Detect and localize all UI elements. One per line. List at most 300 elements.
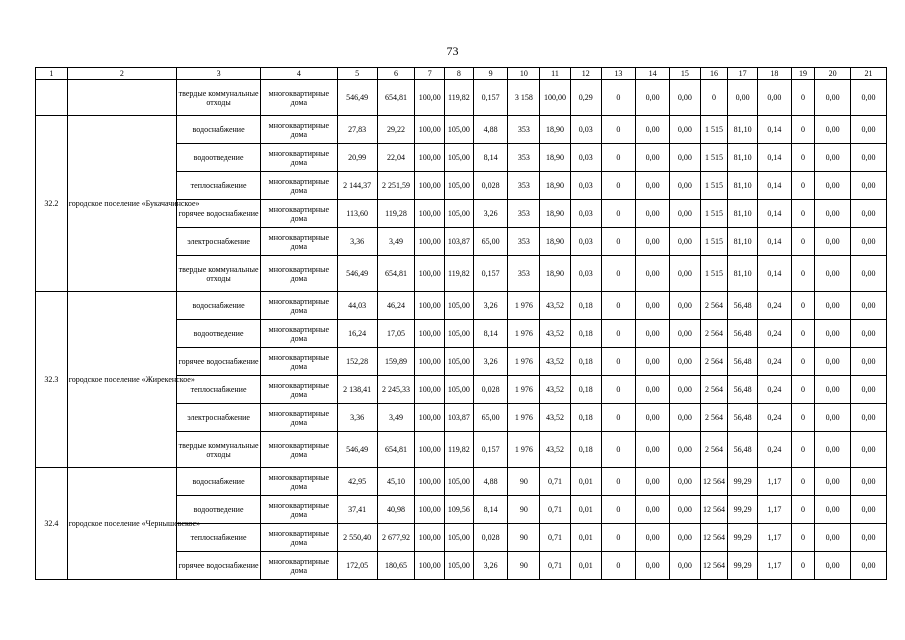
housing-type-cell: многоквартирные дома [261,524,338,552]
column-header: 4 [261,68,338,80]
value-cell: 0,00 [670,116,701,144]
value-cell: 0,71 [540,468,571,496]
value-cell: 0,24 [757,404,791,432]
table-row [36,292,887,320]
value-cell: 103,87 [445,228,474,256]
value-cell: 0,00 [851,116,887,144]
value-cell: 43,52 [540,404,571,432]
column-header: 12 [570,68,601,80]
value-cell: 172,05 [337,552,377,580]
value-cell: 99,29 [728,524,758,552]
column-header: 15 [670,68,701,80]
value-cell: 100,00 [415,432,445,468]
value-cell: 0,028 [473,524,508,552]
value-cell: 0,00 [670,256,701,292]
value-cell: 0,71 [540,496,571,524]
value-cell: 353 [508,116,540,144]
value-cell: 0 [791,524,815,552]
housing-type-cell: многоквартирные дома [261,320,338,348]
value-cell: 353 [508,172,540,200]
housing-type-cell: многоквартирные дома [261,404,338,432]
value-cell: 0,14 [757,144,791,172]
value-cell: 0,00 [815,432,851,468]
service-cell: водоснабжение [177,468,261,496]
housing-type-cell: многоквартирные дома [261,496,338,524]
value-cell: 0,00 [636,256,670,292]
housing-type-cell: многоквартирные дома [261,468,338,496]
value-cell: 46,24 [377,292,415,320]
value-cell: 0,00 [815,552,851,580]
value-cell: 105,00 [445,468,474,496]
value-cell: 0,00 [636,172,670,200]
value-cell: 100,00 [415,292,445,320]
row-number-cell: 32.4 [36,468,68,580]
value-cell: 105,00 [445,292,474,320]
value-cell: 105,00 [445,376,474,404]
service-cell: твердые коммунальные отходы [177,432,261,468]
value-cell: 353 [508,144,540,172]
value-cell: 0,01 [570,524,601,552]
value-cell: 0,00 [851,144,887,172]
value-cell: 3,49 [377,228,415,256]
value-cell: 0,00 [670,172,701,200]
value-cell: 12 564 [700,552,728,580]
value-cell: 90 [508,552,540,580]
row-number-cell: 32.3 [36,292,68,468]
table-row [36,468,887,496]
housing-type-cell: многоквартирные дома [261,348,338,376]
value-cell: 3,49 [377,404,415,432]
value-cell: 3,26 [473,348,508,376]
value-cell: 0,00 [851,376,887,404]
housing-type-cell: многоквартирные дома [261,144,338,172]
value-cell: 0 [791,348,815,376]
value-cell: 0 [601,200,636,228]
value-cell: 1 976 [508,404,540,432]
value-cell: 0 [601,496,636,524]
value-cell: 18,90 [540,116,571,144]
value-cell: 0 [791,80,815,116]
value-cell: 100,00 [415,144,445,172]
column-header: 5 [337,68,377,80]
service-cell: теплоснабжение [177,524,261,552]
value-cell: 1 515 [700,228,728,256]
value-cell: 99,29 [728,552,758,580]
value-cell: 0,00 [670,404,701,432]
value-cell: 8,14 [473,320,508,348]
value-cell: 0 [601,320,636,348]
value-cell: 0,03 [570,116,601,144]
value-cell: 44,03 [337,292,377,320]
value-cell: 2 564 [700,320,728,348]
value-cell: 0,18 [570,320,601,348]
tariff-table [35,67,887,580]
value-cell: 0 [791,376,815,404]
value-cell: 0,00 [851,200,887,228]
value-cell: 0,18 [570,404,601,432]
housing-type-cell: многоквартирные дома [261,116,338,144]
value-cell: 2 677,92 [377,524,415,552]
housing-type-cell: многоквартирные дома [261,80,338,116]
value-cell: 105,00 [445,200,474,228]
value-cell: 0 [601,144,636,172]
value-cell: 2 550,40 [337,524,377,552]
value-cell: 0,00 [851,432,887,468]
value-cell: 0 [791,552,815,580]
value-cell: 105,00 [445,524,474,552]
value-cell: 109,56 [445,496,474,524]
value-cell: 45,10 [377,468,415,496]
value-cell: 0,00 [636,496,670,524]
value-cell: 81,10 [728,144,758,172]
value-cell: 0,00 [636,200,670,228]
value-cell: 0,18 [570,376,601,404]
column-header: 10 [508,68,540,80]
value-cell: 0,00 [851,172,887,200]
value-cell: 0,00 [670,348,701,376]
value-cell: 100,00 [415,320,445,348]
column-header: 6 [377,68,415,80]
service-cell: горячее водоснабжение [177,348,261,376]
value-cell: 0,00 [670,496,701,524]
value-cell: 81,10 [728,200,758,228]
value-cell: 0 [601,348,636,376]
value-cell: 0,028 [473,376,508,404]
value-cell: 100,00 [415,116,445,144]
service-cell: твердые коммунальные отходы [177,256,261,292]
value-cell: 100,00 [415,376,445,404]
value-cell: 0 [791,320,815,348]
value-cell: 105,00 [445,144,474,172]
column-header: 14 [636,68,670,80]
value-cell: 180,65 [377,552,415,580]
housing-type-cell: многоквартирные дома [261,292,338,320]
value-cell: 654,81 [377,432,415,468]
value-cell: 100,00 [415,228,445,256]
value-cell: 1 515 [700,116,728,144]
value-cell: 0,00 [670,432,701,468]
value-cell: 2 564 [700,292,728,320]
value-cell: 105,00 [445,116,474,144]
value-cell: 18,90 [540,200,571,228]
value-cell: 43,52 [540,376,571,404]
header-row [36,68,887,80]
value-cell: 0 [601,552,636,580]
value-cell: 0,00 [636,292,670,320]
value-cell: 0,14 [757,172,791,200]
value-cell: 119,82 [445,256,474,292]
value-cell: 100,00 [415,524,445,552]
value-cell: 152,28 [337,348,377,376]
value-cell: 0,00 [815,172,851,200]
value-cell: 0 [601,80,636,116]
value-cell: 0 [601,172,636,200]
value-cell: 0,00 [636,468,670,496]
value-cell: 8,14 [473,144,508,172]
column-header: 16 [700,68,728,80]
value-cell: 0 [791,200,815,228]
value-cell: 16,24 [337,320,377,348]
value-cell: 119,82 [445,80,474,116]
value-cell: 12 564 [700,496,728,524]
value-cell: 0,00 [851,292,887,320]
value-cell: 65,00 [473,228,508,256]
value-cell: 1 515 [700,256,728,292]
value-cell: 0,00 [815,404,851,432]
column-header: 19 [791,68,815,80]
value-cell: 81,10 [728,172,758,200]
value-cell: 43,52 [540,320,571,348]
value-cell: 81,10 [728,228,758,256]
value-cell: 105,00 [445,172,474,200]
value-cell: 18,90 [540,172,571,200]
value-cell: 0,00 [636,116,670,144]
value-cell: 0,157 [473,80,508,116]
value-cell: 0,00 [670,144,701,172]
value-cell: 0,24 [757,376,791,404]
value-cell: 43,52 [540,292,571,320]
value-cell: 0,14 [757,256,791,292]
service-cell: электроснабжение [177,404,261,432]
value-cell: 2 144,37 [337,172,377,200]
value-cell: 0,01 [570,496,601,524]
value-cell: 1 976 [508,376,540,404]
value-cell: 353 [508,256,540,292]
value-cell: 1,17 [757,468,791,496]
value-cell: 0,00 [815,496,851,524]
value-cell: 119,82 [445,432,474,468]
value-cell: 8,14 [473,496,508,524]
value-cell: 0,00 [851,404,887,432]
service-cell: твердые коммунальные отходы [177,80,261,116]
value-cell: 0 [791,256,815,292]
value-cell: 0,01 [570,552,601,580]
value-cell: 0,03 [570,256,601,292]
value-cell: 100,00 [415,552,445,580]
value-cell: 0,14 [757,116,791,144]
value-cell: 2 251,59 [377,172,415,200]
value-cell: 0,00 [815,228,851,256]
value-cell: 1 515 [700,200,728,228]
value-cell: 100,00 [415,200,445,228]
value-cell: 12 564 [700,468,728,496]
value-cell: 0,29 [570,80,601,116]
value-cell: 0,24 [757,320,791,348]
column-header: 13 [601,68,636,80]
value-cell: 0,00 [670,320,701,348]
value-cell: 2 564 [700,432,728,468]
value-cell: 43,52 [540,432,571,468]
value-cell: 654,81 [377,80,415,116]
value-cell: 1 976 [508,292,540,320]
value-cell: 99,29 [728,496,758,524]
value-cell: 353 [508,228,540,256]
value-cell: 0 [601,468,636,496]
column-header: 1 [36,68,68,80]
value-cell: 56,48 [728,376,758,404]
value-cell: 0,00 [728,80,758,116]
value-cell: 37,41 [337,496,377,524]
value-cell: 0 [791,292,815,320]
service-cell: водоотведение [177,144,261,172]
value-cell: 0,028 [473,172,508,200]
column-header: 17 [728,68,758,80]
value-cell: 40,98 [377,496,415,524]
value-cell: 0,00 [636,524,670,552]
page-number: 73 [446,44,459,58]
column-header: 3 [177,68,261,80]
value-cell: 0,00 [670,524,701,552]
value-cell: 0,00 [636,80,670,116]
value-cell: 0 [791,432,815,468]
column-header: 8 [445,68,474,80]
value-cell: 0,00 [670,292,701,320]
value-cell: 90 [508,524,540,552]
value-cell: 3 158 [508,80,540,116]
value-cell: 0,00 [670,468,701,496]
value-cell: 56,48 [728,404,758,432]
value-cell: 1 976 [508,320,540,348]
value-cell: 105,00 [445,552,474,580]
value-cell: 0,00 [851,524,887,552]
value-cell: 353 [508,200,540,228]
value-cell: 0 [791,172,815,200]
value-cell: 0,00 [636,376,670,404]
value-cell: 2 564 [700,404,728,432]
value-cell: 0,00 [815,524,851,552]
value-cell: 0,03 [570,144,601,172]
value-cell: 0,00 [815,348,851,376]
value-cell: 546,49 [337,80,377,116]
value-cell: 2 564 [700,376,728,404]
municipality-cell: городское поселение «Жирекенское» [67,292,176,468]
value-cell: 18,90 [540,228,571,256]
value-cell: 3,26 [473,292,508,320]
value-cell: 0 [601,524,636,552]
housing-type-cell: многоквартирные дома [261,200,338,228]
value-cell: 3,26 [473,200,508,228]
service-cell: водоснабжение [177,292,261,320]
value-cell: 0,00 [815,256,851,292]
value-cell: 100,00 [415,404,445,432]
value-cell: 43,52 [540,348,571,376]
value-cell: 100,00 [415,348,445,376]
value-cell: 1,17 [757,524,791,552]
value-cell: 105,00 [445,320,474,348]
service-cell: водоотведение [177,320,261,348]
value-cell: 56,48 [728,292,758,320]
value-cell: 0,157 [473,256,508,292]
value-cell: 0,24 [757,348,791,376]
value-cell: 0,00 [815,80,851,116]
value-cell: 0,18 [570,348,601,376]
value-cell: 12 564 [700,524,728,552]
value-cell: 29,22 [377,116,415,144]
value-cell: 0,157 [473,432,508,468]
municipality-cell: городское поселение «Чернышевское» [67,468,176,580]
value-cell: 0,00 [851,80,887,116]
value-cell: 3,36 [337,404,377,432]
value-cell: 22,04 [377,144,415,172]
value-cell: 0,03 [570,172,601,200]
value-cell: 0,00 [851,468,887,496]
value-cell: 0,18 [570,292,601,320]
value-cell: 0,71 [540,524,571,552]
housing-type-cell: многоквартирные дома [261,256,338,292]
value-cell: 0,00 [670,228,701,256]
value-cell: 0,18 [570,432,601,468]
table-row [36,116,887,144]
value-cell: 0,71 [540,552,571,580]
value-cell: 4,88 [473,468,508,496]
value-cell: 0 [601,228,636,256]
housing-type-cell: многоквартирные дома [261,432,338,468]
value-cell: 56,48 [728,320,758,348]
value-cell: 0,00 [636,404,670,432]
value-cell: 1 976 [508,432,540,468]
value-cell: 0,03 [570,228,601,256]
value-cell: 0,24 [757,432,791,468]
value-cell: 0,00 [851,348,887,376]
value-cell: 0 [601,376,636,404]
value-cell: 0 [791,144,815,172]
value-cell: 0,00 [670,80,701,116]
value-cell: 159,89 [377,348,415,376]
value-cell: 0,00 [815,292,851,320]
value-cell: 0,00 [670,376,701,404]
value-cell: 0,00 [851,228,887,256]
municipality-cell: городское поселение «Букачачинское» [67,116,176,292]
value-cell: 113,60 [337,200,377,228]
value-cell: 65,00 [473,404,508,432]
value-cell: 0,00 [636,432,670,468]
value-cell: 2 564 [700,348,728,376]
column-header: 21 [851,68,887,80]
value-cell: 1 976 [508,348,540,376]
value-cell: 2 138,41 [337,376,377,404]
value-cell: 0,00 [815,468,851,496]
value-cell: 100,00 [415,172,445,200]
value-cell: 103,87 [445,404,474,432]
column-header: 9 [473,68,508,80]
value-cell: 0,01 [570,468,601,496]
housing-type-cell: многоквартирные дома [261,172,338,200]
housing-type-cell: многоквартирные дома [261,228,338,256]
service-cell: теплоснабжение [177,376,261,404]
value-cell: 0,00 [636,348,670,376]
service-cell: горячее водоснабжение [177,552,261,580]
value-cell: 56,48 [728,348,758,376]
value-cell: 0,00 [815,116,851,144]
value-cell: 1 515 [700,172,728,200]
value-cell: 546,49 [337,256,377,292]
value-cell: 0 [601,404,636,432]
column-header: 7 [415,68,445,80]
value-cell: 100,00 [415,256,445,292]
value-cell: 4,88 [473,116,508,144]
value-cell: 0,14 [757,228,791,256]
value-cell: 0,00 [636,144,670,172]
value-cell: 0 [791,116,815,144]
value-cell: 0,00 [636,228,670,256]
value-cell: 0,00 [815,376,851,404]
value-cell: 27,83 [337,116,377,144]
value-cell: 654,81 [377,256,415,292]
value-cell: 546,49 [337,432,377,468]
value-cell: 42,95 [337,468,377,496]
value-cell: 3,36 [337,228,377,256]
value-cell: 0,14 [757,200,791,228]
